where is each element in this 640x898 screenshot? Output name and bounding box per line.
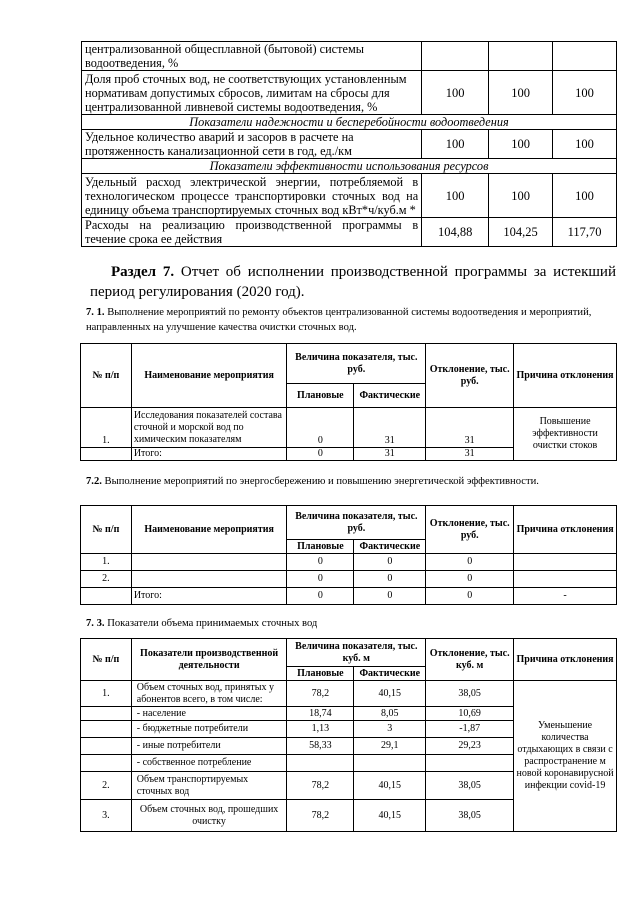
header-reason: Причина отклонения — [514, 639, 617, 681]
header-reason: Причина отклонения — [514, 344, 617, 408]
value-cell: 100 — [553, 71, 617, 115]
table-row: - население 18,74 8,05 10,69 — [81, 707, 617, 721]
paragraph-7-2 — [86, 474, 618, 489]
header-planned: Плановые — [287, 667, 354, 681]
indicators-table — [81, 41, 617, 247]
header-deviation: Отклонение, тыс. куб. м — [426, 639, 514, 681]
section-7-heading — [90, 262, 616, 302]
paragraph-7-3 — [86, 616, 618, 631]
table-row: 1. Объем сточных вод, принятых у абонентов всего, в том числе: 78,2 40,15 38,05 Уменьшение количества отдыхающих в связи с распространение м новой коронавирусной инфекции covid-19 — [81, 681, 617, 707]
header-value: Величина показателя, тыс. куб. м — [287, 639, 426, 667]
header-value: Величина показателя, тыс. руб. — [287, 344, 426, 384]
total-row: Итого: 0 31 31 — [81, 448, 617, 461]
table-row: - бюджетные потребители 1,13 3 -1,87 — [81, 721, 617, 738]
value-cell: 100 — [489, 174, 553, 218]
paragraph-number: 7. 1. — [86, 307, 105, 318]
table-row — [82, 174, 617, 218]
indicator-text: Удельный расход электрической энергии, потребляемой в технологическом процессе транспортировки сточных вод на единицу объема транспортируемых сточных вод кВт*ч/куб.м * — [82, 174, 422, 218]
paragraph-number: 7.2. — [86, 476, 102, 487]
table-row — [82, 130, 617, 159]
energy-events-table — [80, 505, 617, 605]
table-row: - собственное потребление — [81, 755, 617, 772]
table-row — [82, 218, 617, 247]
header-planned: Плановые — [287, 384, 354, 408]
header-actual: Фактические — [354, 384, 426, 408]
paragraph-text: Показатели объема принимаемых сточных вод — [104, 618, 318, 629]
value-cell: 100 — [422, 71, 489, 115]
section-row — [82, 159, 617, 174]
indicator-text: Доля проб сточных вод, не соответствующих установленным нормативам допустимых сбросов, лимитам на сбросы для централизованной ливневой системы водоотведения, % — [82, 71, 422, 115]
table-row: 2. Объем транспортируемых сточных вод 78,2 40,15 38,05 — [81, 772, 617, 800]
value-cell: 100 — [422, 174, 489, 218]
value-cell — [422, 42, 489, 71]
section-row — [82, 115, 617, 130]
table-row: 1. 0 0 0 — [81, 554, 617, 571]
paragraph-text: Выполнение мероприятий по ремонту объектов централизованной системы водоотведения и мероприятий, направленных на улучшение качества очистки сточных вод. — [86, 307, 592, 333]
reason-cell: Уменьшение количества отдыхающих в связи с распространение м новой коронавирусной инфекции covid-19 — [514, 681, 617, 832]
value-cell: 100 — [553, 130, 617, 159]
header-actual: Фактические — [354, 540, 426, 554]
value-cell: 100 — [489, 71, 553, 115]
header-num: № п/п — [81, 506, 132, 554]
total-row: Итого: 0 0 0 - — [81, 588, 617, 605]
header-planned: Плановые — [287, 540, 354, 554]
repair-events-table — [80, 343, 617, 461]
section-title: Показатели надежности и бесперебойности водоотведения — [82, 115, 617, 130]
header-name: Наименование мероприятия — [131, 344, 287, 408]
header-name: Показатели производственной деятельности — [131, 639, 287, 681]
header-num: № п/п — [81, 639, 132, 681]
section-text: Отчет об исполнении производственной программы за истекший период регулирования (2020 год). — [90, 264, 616, 300]
value-cell — [489, 42, 553, 71]
value-cell: 100 — [489, 130, 553, 159]
indicator-text: Расходы на реализацию производственной программы в течение срока ее действия — [82, 218, 422, 247]
indicator-text: централизованной общесплавной (бытовой) системы водоотведения, % — [82, 42, 422, 71]
paragraph-number: 7. 3. — [86, 618, 105, 629]
header-num: № п/п — [81, 344, 132, 408]
table-row: 3. Объем сточных вод, прошедших очистку 78,2 40,15 38,05 — [81, 800, 617, 832]
value-cell: 104,88 — [422, 218, 489, 247]
header-deviation: Отклонение, тыс. руб. — [426, 506, 514, 554]
value-cell: 100 — [553, 174, 617, 218]
wastewater-volume-table — [80, 638, 617, 832]
header-actual: Фактические — [354, 667, 426, 681]
table-row: 2. 0 0 0 — [81, 571, 617, 588]
header-value: Величина показателя, тыс. руб. — [287, 506, 426, 540]
value-cell: 117,70 — [553, 218, 617, 247]
table-row — [82, 71, 617, 115]
section-title: Показатели эффективности использования ресурсов — [82, 159, 617, 174]
header-name: Наименование мероприятия — [131, 506, 287, 554]
table-row: - иные потребители 58,33 29,1 29,23 — [81, 738, 617, 755]
value-cell: 104,25 — [489, 218, 553, 247]
paragraph-7-1 — [86, 305, 618, 335]
header-reason: Причина отклонения — [514, 506, 617, 554]
indicator-text: Удельное количество аварий и засоров в расчете на протяженность канализационной сети в год, ед./км — [82, 130, 422, 159]
table-row: 1. Исследования показателей состава сточной и морской вод по химическим показателям 0 31 31 Повышение эффективности очистки стоков — [81, 408, 617, 448]
value-cell — [553, 42, 617, 71]
value-cell: 100 — [422, 130, 489, 159]
section-label: Раздел 7. — [111, 264, 175, 280]
header-deviation: Отклонение, тыс. руб. — [426, 344, 514, 408]
paragraph-text: Выполнение мероприятий по энергосбережению и повышению энергетической эффективности. — [101, 476, 539, 487]
table-row — [82, 42, 617, 71]
